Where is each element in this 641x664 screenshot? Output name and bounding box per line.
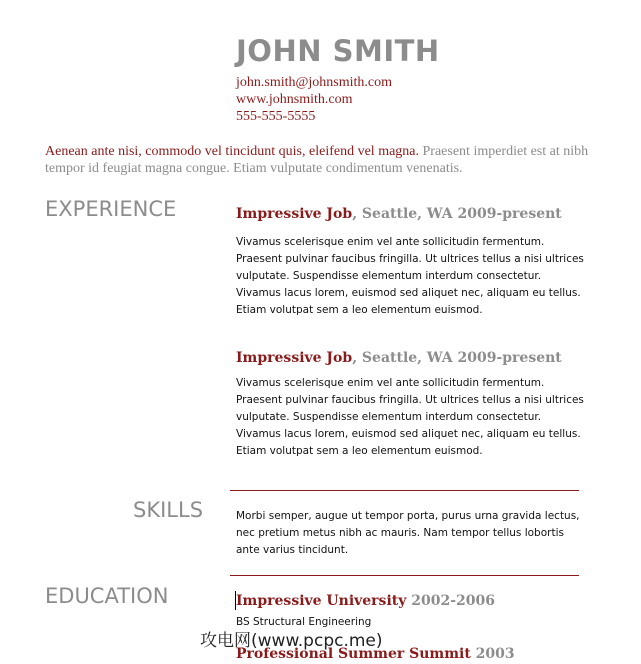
education-title-1: [236, 593, 495, 609]
email-text: john.smith@johnsmith.com: [236, 75, 393, 90]
job-name: Impressive Job: [236, 206, 353, 222]
summary-rest: Praesent imperdiet est at nibh tempor id feugiat magna congue. Etiam vulputate condimentum venenatis.: [45, 144, 589, 176]
skills-heading: SKILLS: [133, 498, 204, 522]
summary-paragraph: [45, 143, 605, 177]
experience-heading: EXPERIENCE: [45, 197, 177, 221]
school-years: 2002-2006: [406, 593, 495, 609]
education-detail-1: BS Structural Engineering: [236, 616, 372, 628]
job-name: Impressive Job: [236, 350, 353, 366]
phone-text: 555-555-5555: [236, 109, 316, 124]
school-name: Professional Summer Summit: [236, 646, 471, 662]
job-description-1: Vivamus scelerisque enim vel ante sollicitudin fermentum. Praesent pulvinar faucibus fringilla. Ut ultrices tellus a nisi ultrices vulputate. Suspendisse elementum interdum consectetur. Vivamus lacus lorem, euismod sed aliquet nec, aliquam eu tellus. Etiam volutpat sem a leo elementum euismod.: [236, 236, 584, 316]
education-heading: EDUCATION: [45, 584, 169, 608]
job-description-2: Vivamus scelerisque enim vel ante sollicitudin fermentum. Praesent pulvinar faucibus fringilla. Ut ultrices tellus a nisi ultrices vulputate. Suspendisse elementum interdum consectetur. Vivamus lacus lorem, euismod sed aliquet nec, aliquam eu tellus. Etiam volutpat sem a leo elementum euismod.: [236, 377, 584, 457]
skills-text: Morbi semper, augue ut tempor porta, purus urna gravida lectus, nec pretium metus nibh ac mauris. Nam tempor tellus lobortis ante varius tincidunt.: [236, 510, 580, 556]
job-meta: , Seattle, WA 2009-present: [352, 206, 562, 222]
section-divider: [230, 490, 579, 491]
school-name: Impressive University: [236, 593, 407, 609]
job-title-1: [236, 206, 562, 222]
website-text: www.johnsmith.com: [236, 92, 353, 107]
site-watermark: 攻电网(www.pcpc.me): [200, 631, 383, 651]
job-title-2: [236, 350, 562, 366]
section-divider: [230, 575, 579, 576]
job-meta: , Seattle, WA 2009-present: [352, 350, 562, 366]
candidate-name: JOHN SMITH: [236, 34, 440, 68]
summary-highlight: Aenean ante nisi, commodo vel tincidunt quis, eleifend vel magna.: [45, 144, 420, 159]
school-years: 2003: [470, 646, 515, 662]
